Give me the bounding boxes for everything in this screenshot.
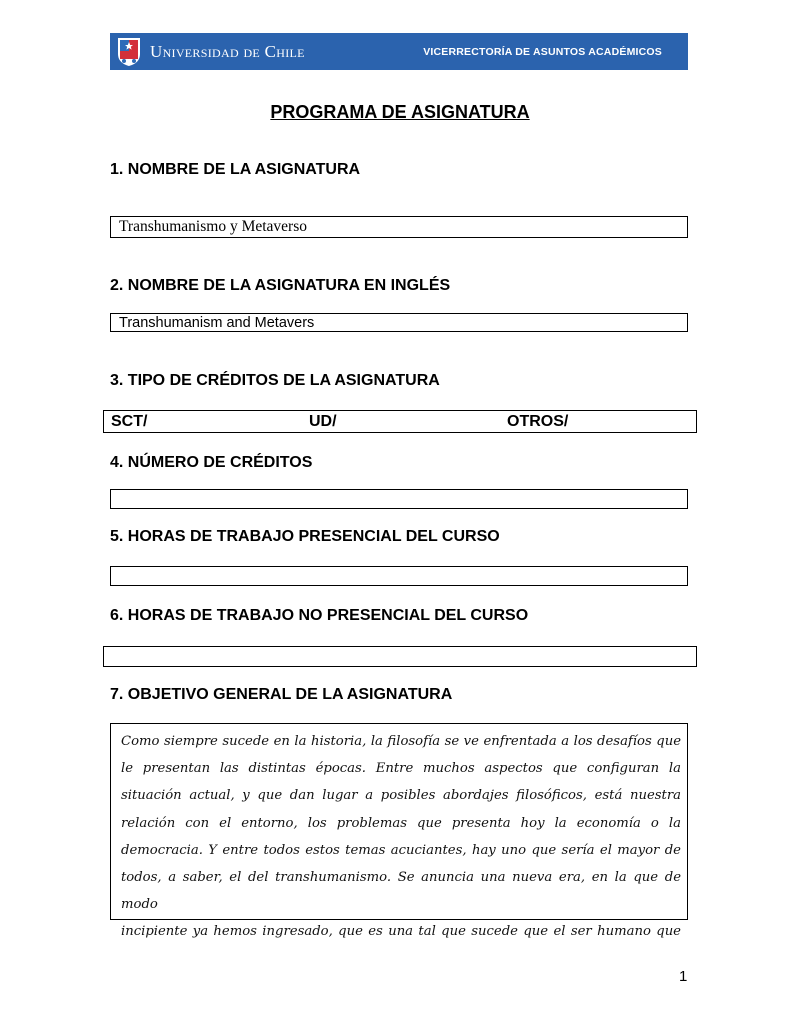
objective-line: democracia. Y entre todos estos temas acuciantes, hay uno que sería el mayor de <box>121 842 681 858</box>
section-6-heading: 6. HORAS DE TRABAJO NO PRESENCIAL DEL CURSO <box>110 607 529 624</box>
section-4-heading: 4. NÚMERO DE CRÉDITOS <box>110 454 313 471</box>
course-name-english-field <box>110 313 688 332</box>
section-5-heading: 5. HORAS DE TRABAJO PRESENCIAL DEL CURSO <box>110 528 500 545</box>
credit-ud-label: UD/ <box>309 413 337 430</box>
credit-number-field <box>110 489 688 509</box>
objective-line: incipiente ya hemos ingresado, que es una tal que sucede que el ser humano que <box>121 924 681 940</box>
non-presential-hours-field <box>103 646 697 667</box>
document-title: PROGRAMA DE ASIGNATURA <box>270 102 530 122</box>
course-name-english-value: Transhumanism and Metavers <box>119 315 315 331</box>
objective-line: Como siempre sucede en la historia, la filosofía se ve enfrentada a los desafíos que <box>121 734 681 749</box>
objective-line: relación con el entorno, los problemas que presenta hoy la economía o la <box>121 815 681 831</box>
course-name-field <box>110 216 688 238</box>
credit-otros-label: OTROS/ <box>507 413 569 430</box>
university-seal-icon <box>116 36 142 67</box>
university-name: Universidad de Chile <box>150 42 305 61</box>
objective-line: situación actual, y que dan lugar a posibles abordajes filosóficos, está nuestra <box>121 788 681 804</box>
presential-hours-field <box>110 566 688 586</box>
section-1-heading: 1. NOMBRE DE LA ASIGNATURA <box>110 161 361 178</box>
vicerrectoria-label: VICERRECTORÍA DE ASUNTOS ACADÉMICOS <box>423 46 662 58</box>
credit-type-field <box>103 410 697 433</box>
course-name-value: Transhumanismo y Metaverso <box>119 218 307 235</box>
objective-line: le presentan las distintas épocas. Entre muchos aspectos que configuran la <box>121 761 681 777</box>
objective-line: todos, a saber, el del transhumanismo. Se anuncia una nueva era, en la que de modo <box>121 870 681 913</box>
header-banner <box>110 33 688 70</box>
section-2-heading: 2. NOMBRE DE LA ASIGNATURA EN INGLÉS <box>110 277 451 294</box>
section-7-heading: 7. OBJETIVO GENERAL DE LA ASIGNATURA <box>110 686 453 703</box>
page-number: 1 <box>679 968 688 985</box>
credit-sct-label: SCT/ <box>111 413 148 430</box>
section-3-heading: 3. TIPO DE CRÉDITOS DE LA ASIGNATURA <box>110 372 440 389</box>
general-objective-box <box>110 723 688 940</box>
